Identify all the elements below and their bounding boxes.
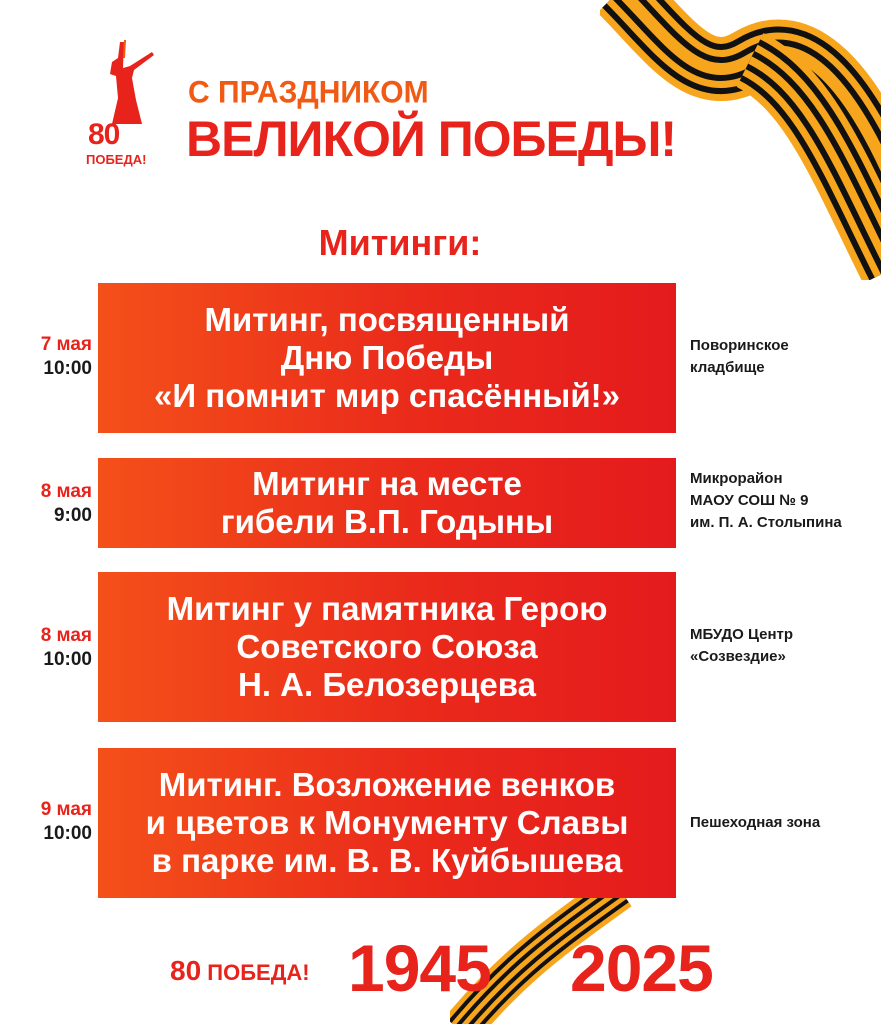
event-title-box xyxy=(98,748,676,898)
motherland-monument-icon xyxy=(90,38,170,128)
section-title: Митинги: xyxy=(318,222,482,263)
event-time: 10:00 xyxy=(43,649,92,670)
footer-logo-text: ПОБЕДА! xyxy=(207,960,310,985)
event-datetime xyxy=(0,798,92,846)
footer-logo xyxy=(170,955,310,987)
event-place xyxy=(690,624,880,668)
event-title-line: гибели В.П. Годыны xyxy=(220,503,554,540)
logo-text: ПОБЕДА! xyxy=(86,152,147,167)
event-row xyxy=(0,458,881,548)
year-end: 2025 xyxy=(570,931,713,1005)
event-place-line: им. П. А. Столыпина xyxy=(690,514,842,531)
event-place-line: Микрорайон xyxy=(690,470,783,487)
event-row xyxy=(0,572,881,722)
event-date: 7 мая xyxy=(40,334,92,355)
event-datetime xyxy=(0,480,92,528)
event-date: 8 мая xyxy=(40,625,92,646)
event-place-line: «Созвездие» xyxy=(690,648,786,665)
event-title-line: «И помнит мир спасённый!» xyxy=(154,377,620,414)
event-title-line: Советского Союза xyxy=(236,628,538,665)
event-title-box xyxy=(98,458,676,548)
event-title-box xyxy=(98,283,676,433)
event-place xyxy=(690,812,880,834)
event-place xyxy=(690,335,880,379)
event-date: 8 мая xyxy=(40,481,92,502)
event-date: 9 мая xyxy=(40,799,92,820)
event-datetime xyxy=(0,333,92,381)
event-title-line: Дню Победы xyxy=(280,339,494,376)
event-title-line: Митинг, посвященный xyxy=(204,301,570,338)
event-place xyxy=(690,468,880,534)
event-title-line: Митинг на месте xyxy=(252,465,522,502)
event-time: 10:00 xyxy=(43,823,92,844)
event-datetime xyxy=(0,624,92,672)
event-place-line: МБУДО Центр xyxy=(690,626,794,643)
footer-logo-number: 80 xyxy=(170,955,202,986)
greeting-line-1: С ПРАЗДНИКОМ xyxy=(188,75,429,110)
event-title-box xyxy=(98,572,676,722)
event-title-line: в парке им. В. В. Куйбышева xyxy=(151,842,623,879)
event-title-line: Н. А. Белозерцева xyxy=(238,666,536,703)
victory-80-logo xyxy=(82,38,172,178)
year-start: 1945 xyxy=(348,931,491,1005)
greeting-line-2: ВЕЛИКОЙ ПОБЕДЫ! xyxy=(186,111,677,167)
event-title-line: и цветов к Монументу Славы xyxy=(145,804,629,841)
logo-number: 80 xyxy=(88,118,120,151)
event-title-line: Митинг у памятника Герою xyxy=(166,590,608,627)
event-place-line: кладбище xyxy=(690,359,765,376)
event-place-line: Поворинское xyxy=(690,337,789,354)
event-time: 10:00 xyxy=(43,358,92,379)
event-row xyxy=(0,748,881,898)
event-row xyxy=(0,283,881,433)
event-place-line: МАОУ СОШ № 9 xyxy=(690,492,809,509)
event-place-line: Пешеходная зона xyxy=(690,814,821,831)
event-time: 9:00 xyxy=(53,505,92,526)
event-title-line: Митинг. Возложение венков xyxy=(158,766,616,803)
